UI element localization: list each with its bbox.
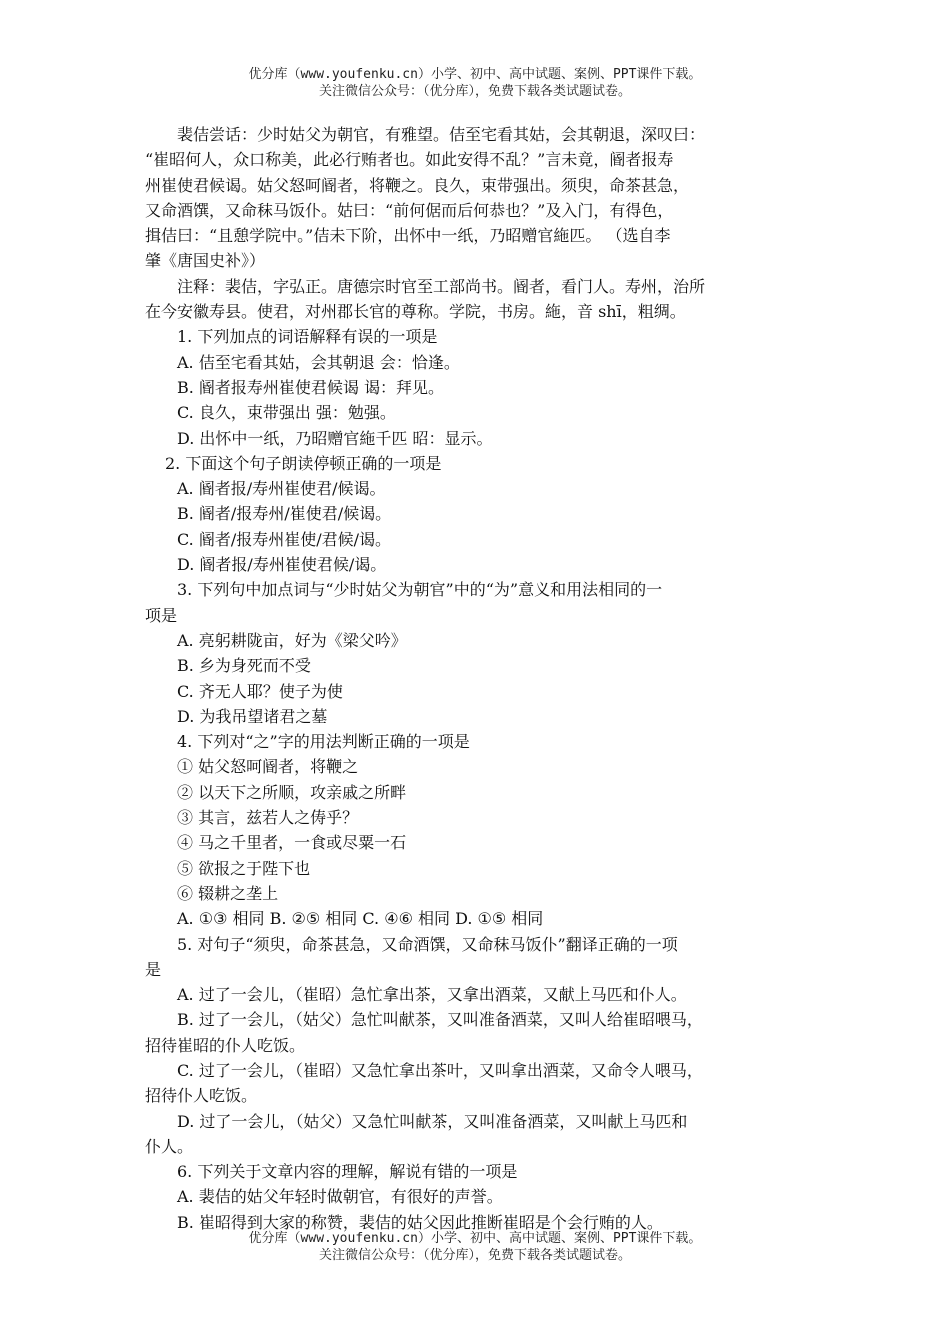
passage-line: 揖佶曰：“且憩学院中。”佶未下阶，出怀中一纸，乃昭赠官絁匹。 （选自李	[145, 226, 671, 246]
question-4-answers: A. ①③ 相同 B. ②⑤ 相同 C. ④⑥ 相同 D. ①⑤ 相同	[177, 909, 544, 929]
question-5-option-d: D. 过了一会儿，（姑父）又急忙叫献茶，又叫准备酒菜，又叫献上马匹和	[177, 1111, 688, 1131]
note-line: 注释：裴佶，字弘正。唐德宗时官至工部尚书。阍者，看门人。寿州，治所	[177, 276, 706, 296]
footer-line-2: 关注微信公众号：（优分库），免费下载各类试题试卷。	[318, 1248, 631, 1263]
question-5-option-a: A. 过了一会儿，（崔昭）急忙拿出茶，又拿出酒菜，又献上马匹和仆人。	[177, 985, 687, 1005]
question-3-stem: 3. 下列句中加点词与“少时姑父为朝官”中的“为”意义和用法相同的一	[177, 580, 663, 600]
header-line-2: 关注微信公众号：（优分库），免费下载各类试题试卷。	[318, 84, 631, 99]
question-1-stem: 1. 下列加点的词语解释有误的一项是	[177, 327, 438, 347]
page-header	[0, 66, 950, 100]
question-4-item: ④ 马之千里者，一食或尽粟一石	[177, 833, 407, 853]
question-6-stem: 6. 下列关于文章内容的理解，解说有错的一项是	[177, 1162, 518, 1182]
question-3-option-a: A. 亮躬耕陇亩，好为《梁父吟》	[177, 630, 407, 650]
question-6-option-b: B. 崔昭得到大家的称赞，裴佶的姑父因此推断崔昭是个会行贿的人。	[177, 1212, 663, 1232]
question-4-item: ⑥ 辍耕之垄上	[177, 883, 279, 903]
question-1-option-d: D. 出怀中一纸，乃昭赠官絁千匹 昭：显示。	[177, 428, 493, 448]
question-3-option-c: C. 齐无人耶？使子为使	[177, 681, 343, 701]
question-4-item: ② 以天下之所顺，攻亲戚之所畔	[177, 782, 407, 802]
question-2-option-c: C. 阍者/报寿州崔使/君候/谒。	[177, 529, 392, 549]
question-3-stem-cont: 项是	[145, 605, 178, 625]
question-6-option-a: A. 裴佶的姑父年轻时做朝官，有很好的声誉。	[177, 1187, 503, 1207]
question-4-stem: 4. 下列对“之”字的用法判断正确的一项是	[177, 732, 470, 752]
header-line-1: 优分库（www.youfenku.cn）小学、初中、高中试题、案例、PPT课件下载。	[248, 67, 702, 82]
question-2-stem: 2. 下面这个句子朗读停顿正确的一项是	[165, 453, 442, 473]
question-5-option-d-cont: 仆人。	[145, 1136, 194, 1156]
passage-line: 又命酒馔，又命秣马饭仆。姑曰：“前何倨而后何恭也？”及入门，有得色，	[145, 200, 674, 220]
passage-line: 裴佶尝话：少时姑父为朝官，有雅望。佶至宅看其姑，会其朝退，深叹曰：	[177, 125, 706, 144]
question-5-option-b-cont: 招待崔昭的仆人吃饭。	[145, 1035, 306, 1055]
footer-line-1: 优分库（www.youfenku.cn）小学、初中、高中试题、案例、PPT课件下载。	[248, 1231, 702, 1246]
passage-line: 肇《唐国史补》）	[145, 251, 266, 271]
passage-line: 州崔使君候谒。姑父怒呵阍者，将鞭之。良久，束带强出。须臾，命茶甚急，	[145, 175, 690, 195]
question-5-option-b: B. 过了一会儿，（姑父）急忙叫献茶，又叫准备酒菜，又叫人给崔昭喂马，	[177, 1010, 703, 1030]
question-1-option-b: B. 阍者报寿州崔使君候谒 谒：拜见。	[177, 377, 445, 397]
question-4-item: ① 姑父怒呵阍者，将鞭之	[177, 757, 359, 777]
question-5-option-c: C. 过了一会儿，（崔昭）又急忙拿出茶叶，又叫拿出酒菜，又命令人喂马，	[177, 1060, 703, 1080]
passage-line: “崔昭何人，众口称美，此必行贿者也。如此安得不乱？”言未竟，阍者报寿	[145, 150, 674, 170]
question-4-item: ⑤ 欲报之于陛下也	[177, 858, 311, 878]
question-5-stem: 5. 对句子“须臾，命茶甚急，又命酒馔，又命秣马饭仆”翻译正确的一项	[177, 934, 678, 954]
page-footer	[0, 1230, 950, 1264]
question-2-option-b: B. 阍者/报寿州/崔使君/候谒。	[177, 504, 392, 524]
question-1-option-a: A. 佶至宅看其姑，会其朝退 会：恰逢。	[177, 352, 460, 372]
document-body	[145, 122, 810, 1235]
question-3-option-b: B. 乡为身死而不受	[177, 656, 311, 676]
question-5-stem-cont: 是	[145, 959, 162, 979]
question-2-option-d: D. 阍者报/寿州崔使君候/谒。	[177, 555, 387, 575]
question-4-item: ③ 其言，兹若人之俦乎？	[177, 808, 359, 828]
note-line: 在今安徽寿县。使君，对州郡长官的尊称。学院，书房。絁，音 shī，粗绸。	[145, 302, 686, 322]
question-5-option-c-cont: 招待仆人吃饭。	[145, 1086, 258, 1106]
question-2-option-a: A. 阍者报/寿州崔使君/候谒。	[177, 479, 386, 499]
question-3-option-d: D. 为我吊望诸君之墓	[177, 706, 328, 726]
question-1-option-c: C. 良久，束带强出 强：勉强。	[177, 403, 396, 423]
